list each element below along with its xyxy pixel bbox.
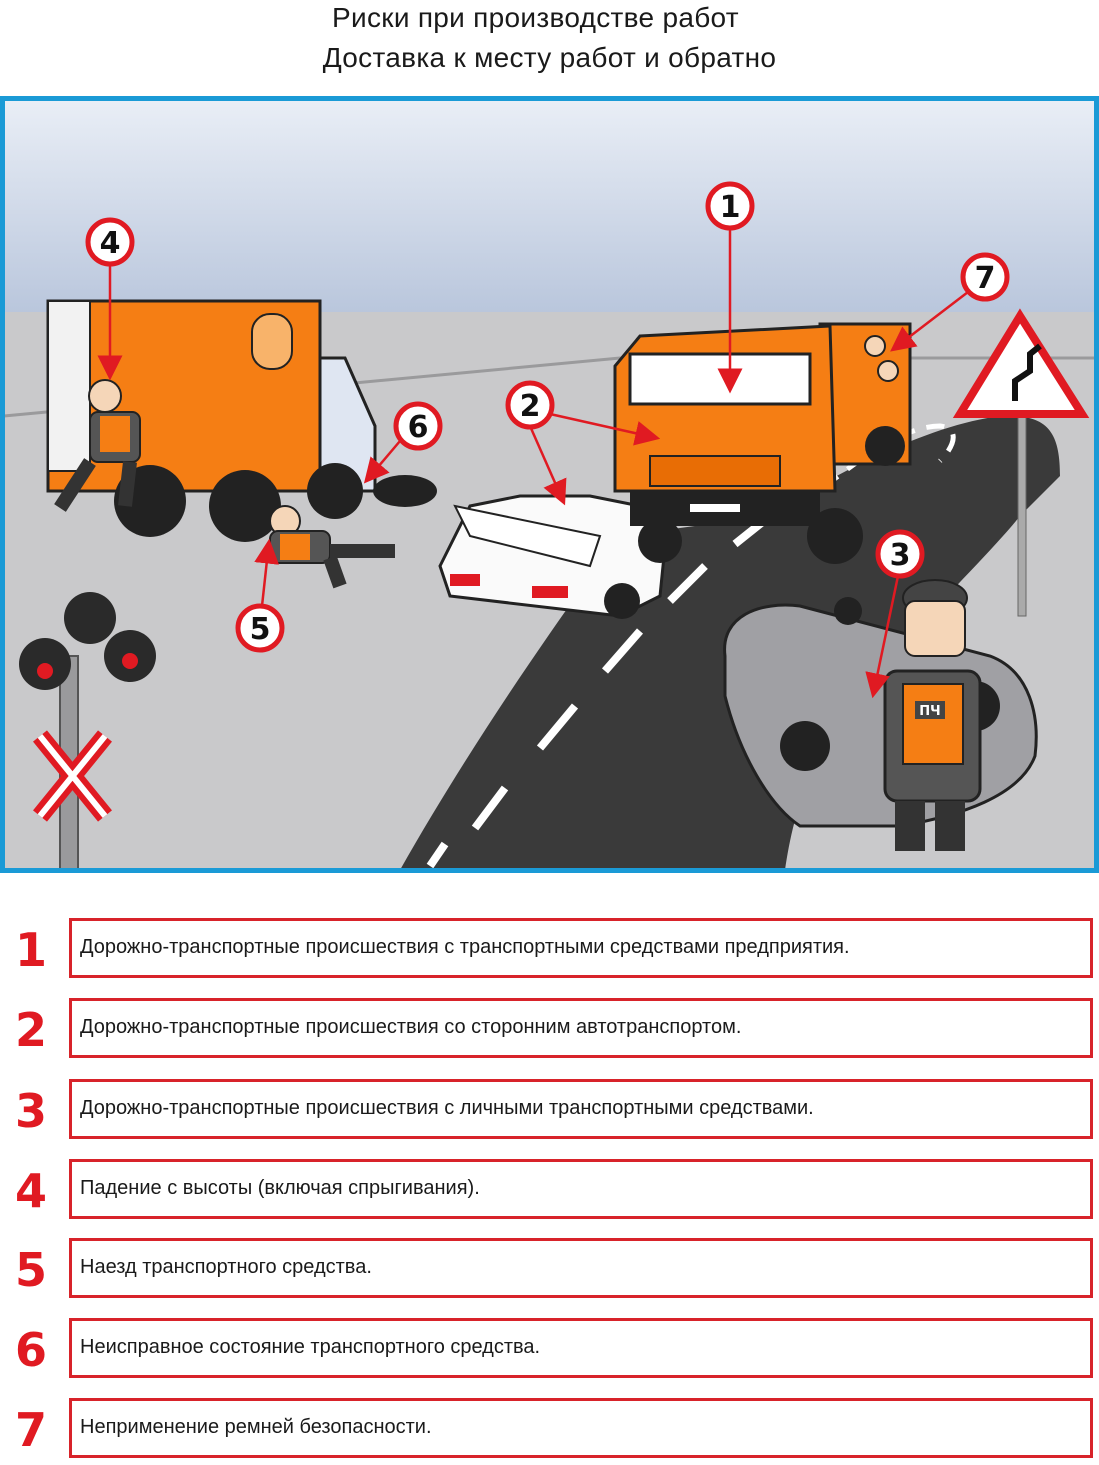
risk-text: Дорожно-транспортные происшествия с личными транспортными средствами. xyxy=(80,1097,814,1119)
risk-box xyxy=(69,1238,1093,1298)
svg-text:6: 6 xyxy=(407,410,429,445)
risk-number: 3 xyxy=(14,1084,47,1138)
risk-box xyxy=(69,1079,1093,1139)
sky xyxy=(4,100,1095,314)
risk-number: 4 xyxy=(14,1164,47,1218)
risk-item xyxy=(0,1318,1099,1384)
risk-text: Неисправное состояние транспортного средства. xyxy=(80,1336,541,1358)
svg-text:1: 1 xyxy=(719,190,741,225)
svg-text:4: 4 xyxy=(99,226,121,261)
risk-text: Дорожно-транспортные происшествия со сторонним автотранспортом. xyxy=(80,1016,742,1038)
risk-text: Падение с высоты (включая спрыгивания). xyxy=(80,1177,480,1199)
vest-label: ПЧ xyxy=(919,704,941,719)
risk-number: 5 xyxy=(14,1243,47,1297)
risk-number: 2 xyxy=(14,1003,47,1057)
risk-box xyxy=(69,998,1093,1058)
svg-text:2: 2 xyxy=(519,389,541,424)
risk-item xyxy=(0,1079,1099,1145)
risk-text: Дорожно-транспортные происшествия с транспортными средствами предприятия. xyxy=(80,936,850,958)
risk-text: Наезд транспортного средства. xyxy=(80,1256,372,1278)
risk-item xyxy=(0,918,1099,984)
page-title: Риски при производстве работ xyxy=(332,2,739,33)
risk-number: 6 xyxy=(14,1323,47,1377)
svg-text:7: 7 xyxy=(974,261,996,296)
risk-item xyxy=(0,1398,1099,1464)
loose-wheel xyxy=(373,475,437,507)
risk-box xyxy=(69,1318,1093,1378)
risk-box xyxy=(69,918,1093,978)
risk-item xyxy=(0,998,1099,1064)
page-subtitle: Доставка к месту работ и обратно xyxy=(322,42,777,73)
risk-number: 1 xyxy=(14,923,47,977)
illustration-scene xyxy=(0,96,1099,876)
risk-box xyxy=(69,1159,1093,1219)
svg-text:5: 5 xyxy=(249,612,271,647)
risk-number: 7 xyxy=(14,1403,47,1457)
risk-item xyxy=(0,1238,1099,1304)
risk-text: Неприменение ремней безопасности. xyxy=(80,1416,432,1438)
risk-box xyxy=(69,1398,1093,1458)
svg-text:3: 3 xyxy=(889,538,911,573)
risk-item xyxy=(0,1159,1099,1225)
